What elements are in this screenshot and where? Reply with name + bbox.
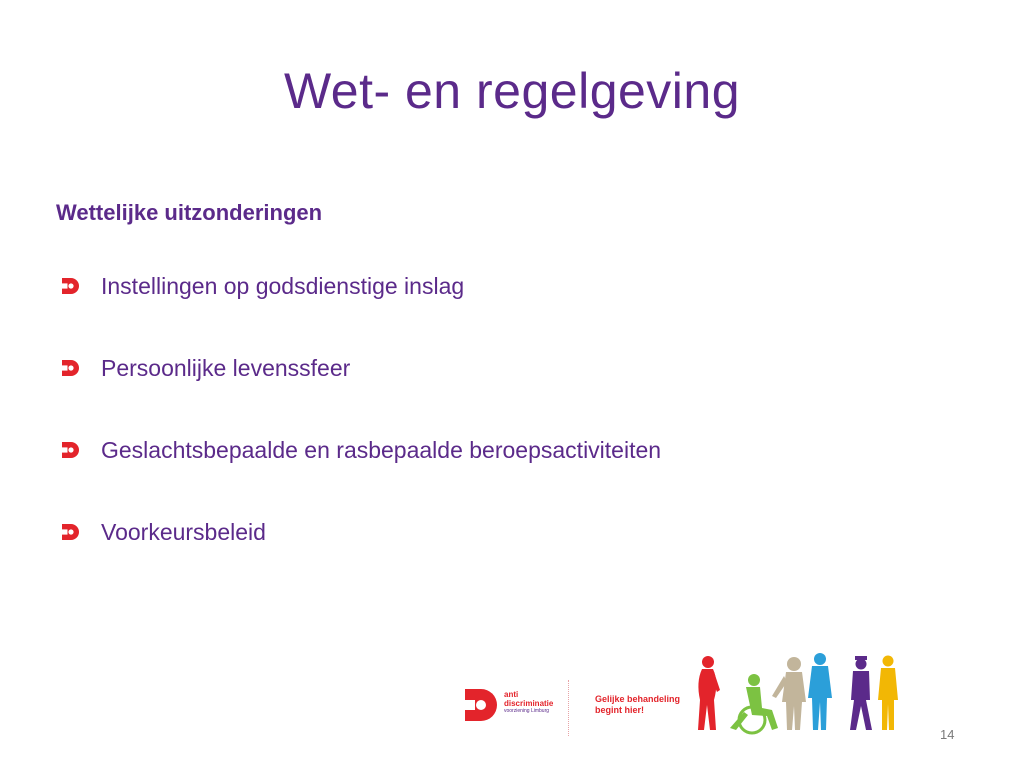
- logo-line-2: discriminatie: [504, 699, 554, 708]
- bullet-d-icon: [60, 359, 82, 377]
- yellow-figure: [878, 656, 898, 731]
- purple-figure: [850, 656, 872, 730]
- slogan-line-2: begint hier!: [595, 705, 644, 715]
- red-figure: [698, 656, 720, 730]
- slogan-line-1: Gelijke behandeling: [595, 694, 681, 704]
- bullet-text: Geslachtsbepaalde en rasbepaalde beroepsactiviteiten: [101, 436, 662, 463]
- logo-line-3: voorziening Limburg: [504, 708, 550, 714]
- logo-d-icon: [464, 688, 498, 722]
- people-silhouettes-icon: [692, 650, 907, 735]
- bullet-d-icon: [60, 523, 82, 541]
- footer-slogan: [595, 694, 680, 716]
- bullet-list: [60, 270, 661, 598]
- logo-text: [504, 690, 553, 715]
- slide-title: Wet- en regelgeving: [283, 63, 741, 119]
- bullet-text: Persoonlijke levenssfeer: [101, 354, 351, 381]
- green-figure: [730, 674, 778, 733]
- bullet-item: [60, 516, 661, 548]
- bullet-d-icon: [60, 277, 82, 295]
- bullet-item: [60, 270, 661, 302]
- bullet-item: [60, 352, 661, 384]
- bullet-text: Voorkeursbeleid: [101, 518, 266, 545]
- page-number: 14: [940, 727, 955, 742]
- footer-divider: [568, 680, 569, 736]
- bullet-d-icon: [60, 441, 82, 459]
- footer-branding: [460, 650, 920, 745]
- blue-figure: [808, 653, 832, 730]
- bullet-text: Instellingen op godsdienstige inslag: [101, 272, 465, 299]
- logo-line-1: anti: [504, 690, 519, 699]
- tan-figure: [772, 657, 806, 730]
- anti-discriminatie-logo: [464, 686, 564, 726]
- bullet-item: [60, 434, 661, 466]
- slide-subtitle: Wettelijke uitzonderingen: [56, 200, 323, 225]
